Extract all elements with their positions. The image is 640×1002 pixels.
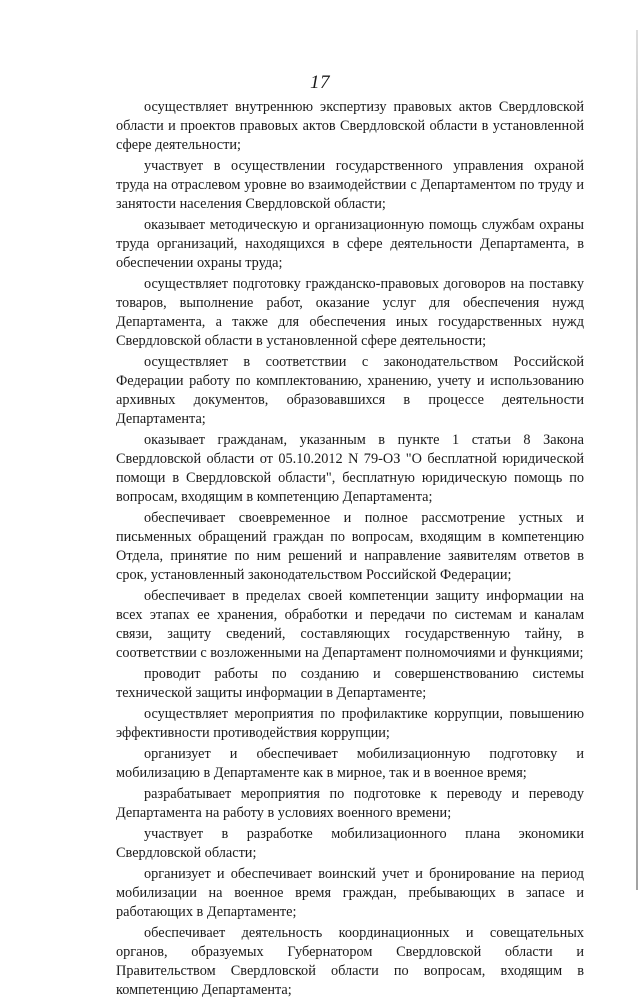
paragraph: проводит работы по созданию и совершенствованию системы технической защиты информации в Департаменте;: [116, 666, 584, 701]
paragraph: участвует в разработке мобилизационного плана экономики Свердловской области;: [116, 826, 584, 861]
paragraph: оказывает методическую и организационную помощь службам охраны труда организаций, находящихся в сфере деятельности Департамента, в обеспечении охраны труда;: [116, 217, 584, 271]
scan-edge-shadow: [636, 30, 638, 890]
document-body: [116, 98, 584, 1002]
page-number: 17: [310, 72, 330, 93]
paragraph: осуществляет внутреннюю экспертизу правовых актов Свердловской области и проектов правовых актов Свердловской области в установленной сфере деятельности;: [116, 99, 584, 153]
paragraph: организует и обеспечивает воинский учет и бронирование на период мобилизации на военное время граждан, пребывающих в запасе и работающих в Департаменте;: [116, 866, 584, 920]
paragraph: организует и обеспечивает мобилизационную подготовку и мобилизацию в Департаменте как в мирное, так и в военное время;: [116, 746, 584, 781]
paragraph: участвует в осуществлении государственного управления охраной труда на отраслевом уровне во взаимодействии с Департаментом по труду и занятости населения Свердловской области;: [116, 158, 584, 212]
paragraph: осуществляет мероприятия по профилактике коррупции, повышению эффективности противодействия коррупции;: [116, 706, 584, 741]
paragraph: разрабатывает мероприятия по подготовке к переводу и переводу Департамента на работу в условиях военного времени;: [116, 786, 584, 821]
paragraph: оказывает гражданам, указанным в пункте 1 статьи 8 Закона Свердловской области от 05.10.2012 N 79-ОЗ "О бесплатной юридической помощи в Свердловской области", бесплатную юридическую помощь по вопросам, входящим в компетенцию Департамента;: [116, 432, 584, 505]
paragraph: осуществляет подготовку гражданско-правовых договоров на поставку товаров, выполнение работ, оказание услуг для обеспечения нужд Департамента, а также для обеспечения иных государственных нужд Свердловской области в установленной сфере деятельности;: [116, 276, 584, 349]
paragraph: обеспечивает деятельность координационных и совещательных органов, образуемых Губернатором Свердловской области и Правительством Свердловской области по вопросам, входящим в компетенцию Департамента;: [116, 925, 584, 998]
paragraph: обеспечивает своевременное и полное рассмотрение устных и письменных обращений граждан по вопросам, входящим в компетенцию Отдела, принятие по ним решений и направление заявителям ответов в срок, установленный законодательством Российской Федерации;: [116, 510, 584, 583]
paragraph: обеспечивает в пределах своей компетенции защиту информации на всех этапах ее хранения, обработки и передачи по системам и каналам связи, защиту сведений, составляющих государственную тайну, в соответствии с возложенными на Департамент полномочиями и функциями;: [116, 588, 584, 661]
paragraph: осуществляет в соответствии с законодательством Российской Федерации работу по комплектованию, хранению, учету и использованию архивных документов, образовавшихся в процессе деятельности Департамента;: [116, 354, 584, 427]
